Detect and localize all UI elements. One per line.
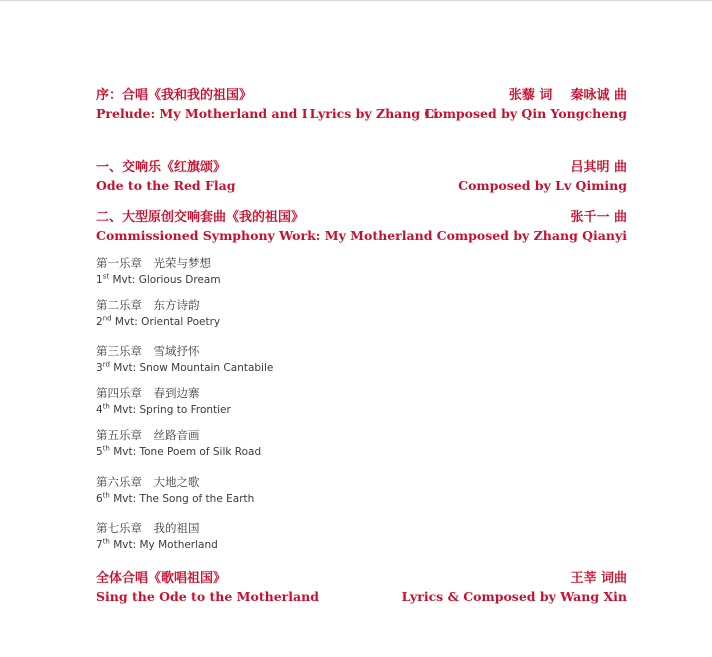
movement-number: 6	[96, 493, 103, 505]
movement-ordinal-suffix: th	[102, 491, 110, 500]
finale-composer-en: Lyrics & Composed by Wang Xin	[401, 589, 627, 604]
movement-ordinal-suffix: th	[102, 444, 110, 453]
movement-title-en	[96, 444, 627, 461]
movement-item	[96, 255, 627, 289]
prelude-lyrics-zh: 张藜 词	[508, 88, 553, 103]
movement-title-en	[96, 491, 627, 508]
part1-title-zh: 一、交响乐《红旗颂》	[96, 160, 227, 175]
program-page	[96, 0, 627, 657]
movement-ordinal-suffix: st	[102, 272, 110, 281]
prelude-composer-en: Composed by Qin Yongcheng	[424, 106, 627, 121]
movement-title-zh: 第一乐章 光荣与梦想	[96, 256, 211, 270]
part2-composer-en: Composed by Zhang Qianyi	[436, 228, 627, 243]
movement-ordinal-suffix: th	[102, 402, 110, 411]
part2-title-zh: 二、大型原创交响套曲《我的祖国》	[96, 210, 305, 225]
movement-title-zh: 第三乐章 雪域抒怀	[96, 344, 200, 358]
movement-title-zh: 第七乐章 我的祖国	[96, 521, 200, 535]
finale-title-en: Sing the Ode to the Motherland	[96, 589, 319, 604]
prelude-title-zh: 序：合唱《我和我的祖国》	[96, 88, 253, 103]
movement-title-en	[96, 314, 627, 331]
movement-name: Mvt: Glorious Dream	[112, 274, 221, 286]
prelude-composer-zh: 秦咏诚 曲	[570, 88, 627, 103]
part2-composer-zh: 张千一 曲	[570, 210, 627, 225]
movement-ordinal-suffix: rd	[102, 360, 110, 369]
movement-name: Mvt: Oriental Poetry	[114, 316, 221, 328]
movement-title-zh: 第二乐章 东方诗韵	[96, 298, 200, 312]
part1-composer-zh: 吕其明 曲	[570, 160, 627, 175]
movement-item	[96, 343, 627, 377]
finale-composer-zh: 王莘 词曲	[570, 571, 627, 586]
movement-name: Mvt: Spring to Frontier	[113, 404, 231, 416]
prelude-section	[96, 87, 627, 123]
prelude-credits-zh	[509, 87, 627, 105]
movement-number: 7	[96, 539, 103, 551]
movement-number: 3	[96, 362, 103, 374]
movement-name: Mvt: My Motherland	[113, 539, 218, 551]
movement-title-en	[96, 537, 627, 554]
part1-title-en: Ode to the Red Flag	[96, 178, 236, 193]
movement-name: Mvt: The Song of the Earth	[113, 493, 255, 505]
movement-ordinal-suffix: th	[102, 537, 110, 546]
finale-title-zh: 全体合唱《歌唱祖国》	[96, 571, 227, 586]
movement-title-en	[96, 402, 627, 419]
movement-number: 1	[96, 274, 103, 286]
movement-number: 5	[96, 446, 103, 458]
movement-name: Mvt: Snow Mountain Cantabile	[113, 362, 274, 374]
movement-item	[96, 385, 627, 419]
part1-composer-en: Composed by Lv Qiming	[458, 178, 627, 193]
movement-title-zh: 第六乐章 大地之歌	[96, 475, 200, 489]
movement-title-en	[96, 272, 627, 289]
prelude-title-en: Prelude: My Motherland and I	[96, 106, 308, 121]
movement-ordinal-suffix: nd	[102, 314, 112, 323]
movement-name: Mvt: Tone Poem of Silk Road	[113, 446, 262, 458]
movement-item	[96, 474, 627, 508]
part2-section	[96, 209, 627, 245]
movement-number: 4	[96, 404, 103, 416]
part2-title-en: Commissioned Symphony Work: My Motherland	[96, 228, 433, 243]
movement-title-en	[96, 360, 627, 377]
movement-item	[96, 297, 627, 331]
movement-item	[96, 520, 627, 554]
movement-number: 2	[96, 316, 103, 328]
movement-item	[96, 427, 627, 461]
part1-section	[96, 159, 627, 195]
prelude-lyrics-en: Lyrics by Zhang Li	[309, 106, 438, 121]
movement-title-zh: 第四乐章 春到边寨	[96, 386, 200, 400]
movement-title-zh: 第五乐章 丝路音画	[96, 428, 200, 442]
finale-section	[96, 570, 627, 606]
